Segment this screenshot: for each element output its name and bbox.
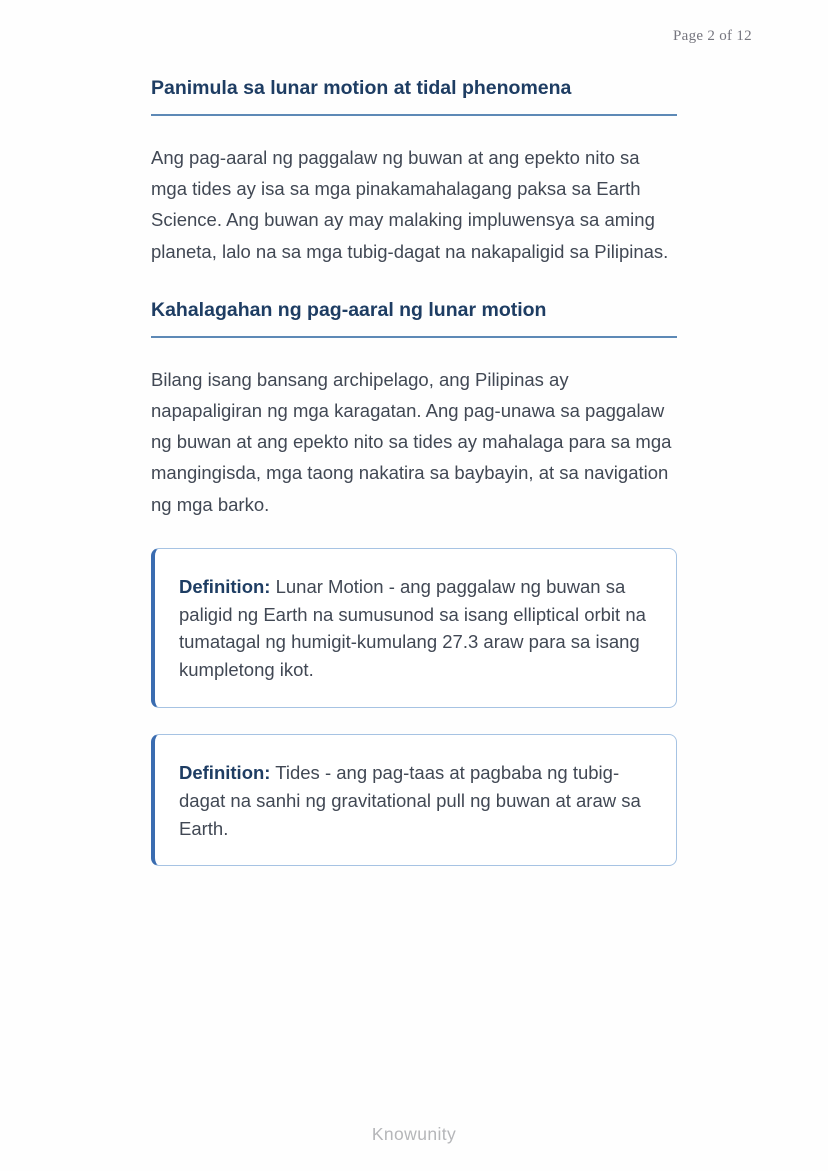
- footer-brand: Knowunity: [371, 1124, 457, 1144]
- page-number: Page 2 of 12: [672, 28, 752, 44]
- definition-label: Definition:: [179, 762, 271, 784]
- definition-text: Lunar Motion - ang paggalaw ng buwan sa paligid ng Earth na sumusunod sa isang elliptical orbit na tumatagal ng humigit-kumulang 27.3 araw para sa isang kumpletong ikot.: [179, 575, 646, 681]
- definition-box-tides: [151, 734, 677, 866]
- page-footer: [0, 1124, 828, 1145]
- page-header: [0, 0, 828, 45]
- section-importance: [151, 298, 677, 520]
- section-paragraph: Ang pag-aaral ng paggalaw ng buwan at ang epekto nito sa mga tides ay isa sa mga pinakamahalagang paksa sa Earth Science. Ang buwan ay may malaking impluwensya sa aming planeta, lalo na sa mga tubig-dagat na nakapaligid sa Pilipinas.: [151, 147, 669, 262]
- definition-text: Tides - ang pag-taas at pagbaba ng tubig-dagat na sanhi ng gravitational pull ng buwan at araw sa Earth.: [179, 762, 641, 839]
- section-intro: [151, 76, 677, 267]
- definition-box-lunar-motion: [151, 548, 677, 708]
- section-paragraph: Bilang isang bansang archipelago, ang Pilipinas ay napapaligiran ng mga karagatan. Ang pag-unawa sa paggalaw ng buwan at ang epekto nito sa tides ay mahalaga para sa mga mangingisda, mga taong nakatira sa baybayin, at sa navigation ng mga barko.: [151, 368, 672, 515]
- section-heading: Panimula sa lunar motion at tidal phenomena: [151, 76, 677, 116]
- page-content: [151, 76, 677, 866]
- section-heading: Kahalagahan ng pag-aaral ng lunar motion: [151, 298, 677, 338]
- definition-label: Definition:: [179, 575, 271, 597]
